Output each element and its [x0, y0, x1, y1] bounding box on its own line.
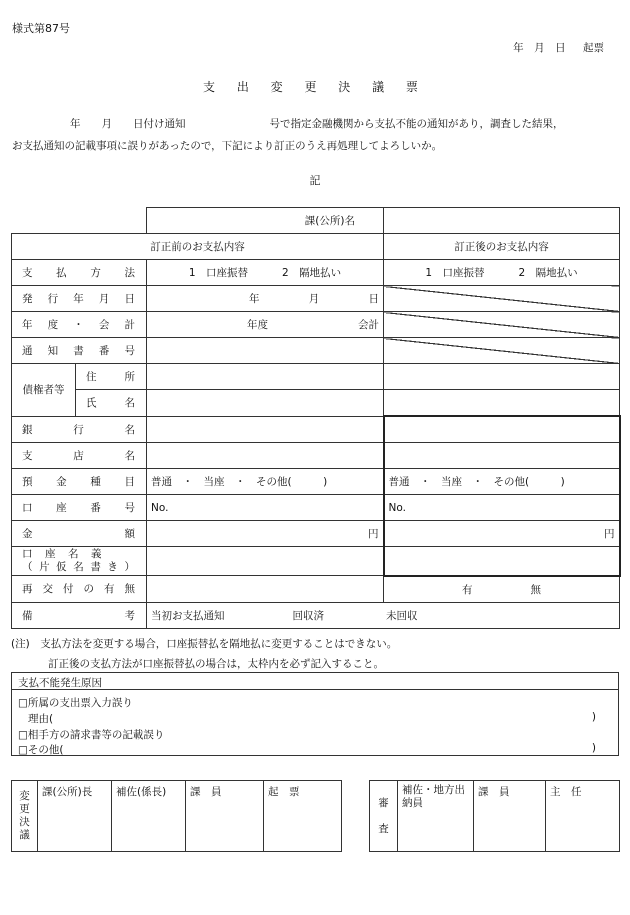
issue-date-after-na	[384, 286, 620, 312]
audit-side-label: 審 査	[370, 781, 398, 852]
note-1: (注) 支払方法を変更する場合，口座振替払を隔地払に変更することはできない。	[11, 638, 398, 650]
draft-date-line: 年 月 日 起票	[513, 42, 604, 54]
account-no-label: 口 座 番 号	[12, 495, 147, 521]
payment-method-after[interactable]	[384, 260, 620, 286]
note-2: 訂正後の支払方法が口座振替払の場合は，太枠内を必ず記入すること。	[48, 658, 384, 670]
stamp-section-chief[interactable]: 課(公所)長	[38, 781, 112, 852]
bank-after[interactable]	[384, 416, 620, 443]
audit-stamp-table	[369, 780, 620, 852]
document-title: 支 出 変 更 決 議 票	[203, 80, 427, 94]
intro-line-2: お支払通知の記載事項に誤りがあったので，下記により訂正のうえ再処理してよろしいか。	[12, 140, 443, 152]
remark-original-notice: 当初お支払通知	[151, 609, 225, 622]
day-label: 日	[368, 293, 379, 305]
section-label: 課(公所)名	[304, 215, 355, 227]
method-option-1: 1 口座振替	[188, 267, 248, 279]
method-option-2: 2 隔地払い	[518, 267, 578, 279]
amount-after[interactable]: 円	[384, 521, 620, 547]
year-label: 年	[249, 293, 260, 305]
approval-stamp-table	[11, 780, 342, 852]
notice-no-after-na	[384, 338, 620, 364]
bank-label: 銀 行 名	[12, 416, 147, 443]
change-resolution-side-label: 変更決議	[12, 781, 38, 852]
intro-line-1: 年 月 日付け通知 号で指定金融機関から支払不能の通知があり，調査した結果，	[70, 118, 564, 130]
stamp-drafter[interactable]: 起 票	[264, 781, 342, 852]
branch-before[interactable]	[147, 443, 384, 469]
method-option-2: 2 隔地払い	[282, 267, 342, 279]
nendo-label: 年度	[247, 319, 268, 331]
fiscal-year-after-na	[384, 312, 620, 338]
section-label-cell	[147, 208, 384, 234]
cause-item-other[interactable]: □その他(	[18, 744, 64, 756]
payment-method-before[interactable]	[147, 260, 384, 286]
remarks-label: 備 考	[12, 602, 147, 628]
cause-item-input-error[interactable]: □所属の支出票入力誤り	[18, 697, 133, 709]
branch-after[interactable]	[384, 443, 620, 469]
failure-cause-header: 支払不能発生原因	[12, 673, 618, 690]
ki-heading: 記	[309, 174, 321, 187]
issue-date-before[interactable]	[147, 286, 384, 312]
name-before[interactable]	[147, 390, 384, 417]
address-after[interactable]	[384, 364, 620, 390]
reissue-no[interactable]: 無	[530, 583, 541, 596]
amount-before[interactable]: 円	[147, 521, 384, 547]
reissue-before-blank	[147, 576, 384, 603]
stamp-assistant[interactable]: 補佐(係長)	[112, 781, 186, 852]
cause-other-close: )	[591, 742, 596, 754]
cause-reason-label: 理由(	[28, 713, 54, 725]
deposit-type-label: 預 金 種 目	[12, 469, 147, 495]
address-before[interactable]	[147, 364, 384, 390]
change-detail-table	[11, 207, 621, 629]
holder-before[interactable]	[147, 547, 384, 576]
stamp-chief[interactable]: 主 任	[546, 781, 620, 852]
account-no-before[interactable]: No.	[147, 495, 384, 521]
deposit-type-before[interactable]: 普通 ・ 当座 ・ その他( )	[147, 469, 384, 495]
reissue-label: 再交付の有無	[12, 576, 147, 603]
method-option-1: 1 口座振替	[425, 267, 485, 279]
address-label: 住 所	[76, 364, 147, 390]
fiscal-year-before[interactable]	[147, 312, 384, 338]
name-label: 氏 名	[76, 390, 147, 417]
section-name-field[interactable]	[384, 208, 620, 234]
remarks-before	[147, 602, 620, 628]
remark-collected[interactable]: 回収済	[292, 609, 324, 622]
failure-cause-box	[11, 672, 619, 756]
holder-label-line-2: （片仮名書き）	[22, 561, 136, 573]
remark-uncollected[interactable]: 未回収	[386, 609, 418, 622]
name-after[interactable]	[384, 390, 620, 417]
account-no-after[interactable]: No.	[384, 495, 620, 521]
stamp-local-cashier[interactable]: 補佐・地方出納員	[398, 781, 474, 852]
holder-label	[12, 547, 147, 576]
holder-after[interactable]	[384, 547, 620, 576]
creditor-label: 債権者等	[12, 364, 76, 417]
reissue-yes[interactable]: 有	[462, 583, 473, 596]
payment-method-label: 支 払 方 法	[12, 260, 147, 286]
amount-label: 金 額	[12, 521, 147, 547]
cause-reason-close: )	[591, 711, 596, 723]
before-header: 訂正前のお支払内容	[12, 234, 384, 260]
intro-text	[12, 113, 618, 157]
kaikei-label: 会計	[358, 319, 379, 331]
month-label: 月	[308, 293, 320, 305]
after-header: 訂正後のお支払内容	[384, 234, 620, 260]
notice-no-label: 通知書番号	[12, 338, 147, 364]
notice-no-before[interactable]	[147, 338, 384, 364]
branch-label: 支 店 名	[12, 443, 147, 469]
fiscal-year-label: 年度・会計	[12, 312, 147, 338]
issue-date-label: 発行年月日	[12, 286, 147, 312]
bank-before[interactable]	[147, 416, 384, 443]
holder-label-line-1: 口 座 名 義	[22, 548, 103, 560]
reissue-after[interactable]	[384, 576, 620, 603]
form-number: 様式第87号	[12, 22, 70, 35]
stamp-staff[interactable]: 課 員	[186, 781, 264, 852]
deposit-type-after[interactable]: 普通 ・ 当座 ・ その他( )	[384, 469, 620, 495]
cause-item-invoice-error[interactable]: □相手方の請求書等の記載誤り	[18, 729, 165, 741]
stamp-audit-staff[interactable]: 課 員	[474, 781, 546, 852]
